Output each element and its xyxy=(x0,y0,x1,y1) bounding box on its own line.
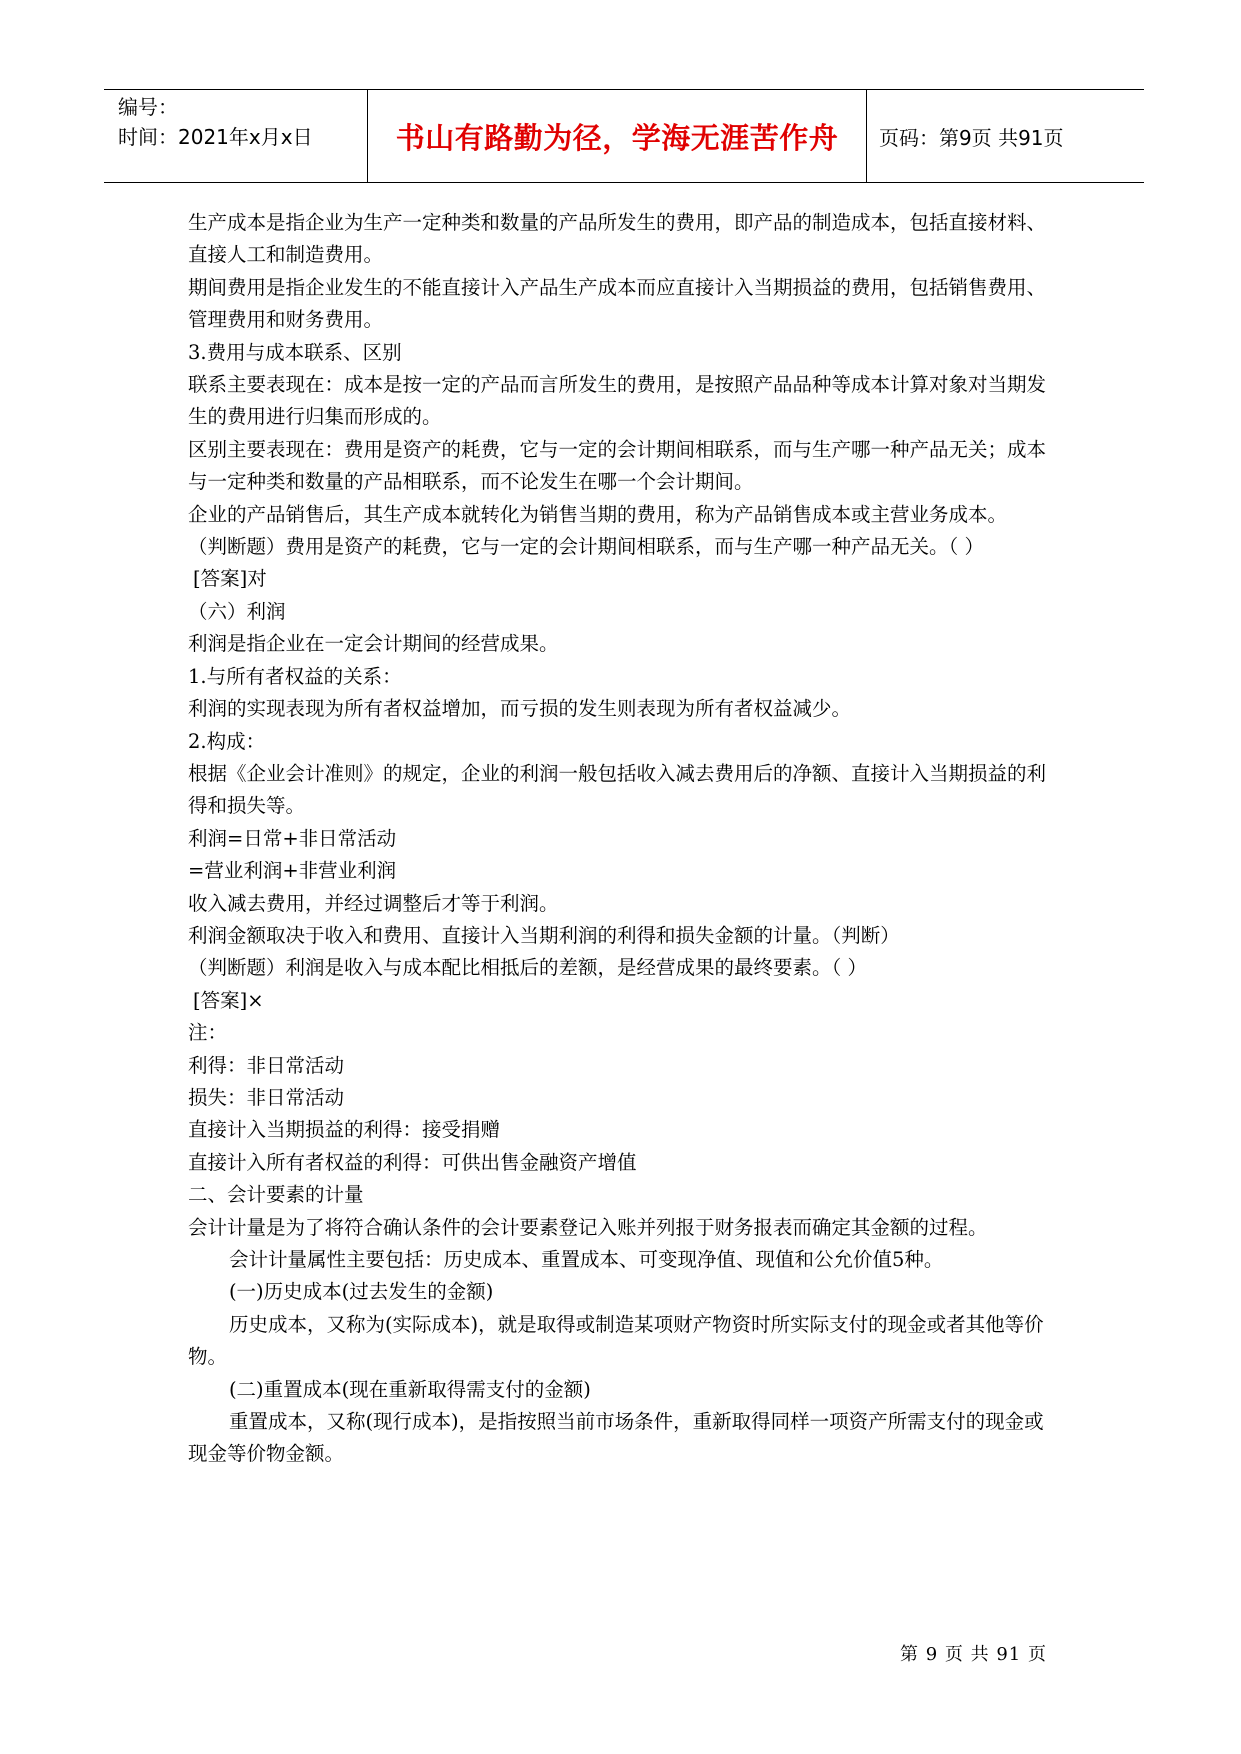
paragraph: 利润是指企业在一定会计期间的经营成果。 xyxy=(188,632,559,656)
question: （判断题）利润是收入与成本配比相抵后的差额，是经营成果的最终要素。（ ） xyxy=(188,956,867,980)
subsection-heading: (一)历史成本(过去发生的金额) xyxy=(228,1280,494,1304)
question: （判断题）费用是资产的耗费，它与一定的会计期间相联系，而与生产哪一种产品无关。（ ） xyxy=(188,535,984,559)
motto: 书山有路勤为径，学海无涯苦作舟 xyxy=(395,120,839,155)
section-heading: 3.费用与成本联系、区别 xyxy=(188,340,402,364)
formula: =营业利润+非营业利润 xyxy=(188,859,397,883)
subsection-heading: (二)重置成本(现在重新取得需支付的金额) xyxy=(228,1377,591,1401)
header-page-cell xyxy=(867,90,1144,182)
section-heading: 2.构成： xyxy=(188,729,266,753)
paragraph: 会计计量是为了将符合确认条件的会计要素登记入账并列报于财务报表而确定其金额的过程。 xyxy=(188,1215,988,1239)
section-heading: 1.与所有者权益的关系： xyxy=(188,664,402,688)
answer: [答案]× xyxy=(193,988,264,1012)
paragraph: 利润的实现表现为所有者权益增加，而亏损的发生则表现为所有者权益减少。 xyxy=(188,697,852,721)
note-label: 注： xyxy=(188,1021,228,1045)
note-item: 直接计入所有者权益的利得：可供出售金融资产增值 xyxy=(188,1150,637,1174)
answer: [答案]对 xyxy=(193,567,267,591)
section-heading: （六）利润 xyxy=(188,599,286,623)
serial-label: 编号： xyxy=(118,95,178,119)
formula: 利润=日常+非日常活动 xyxy=(188,826,397,850)
time-label: 时间：2021年x月x日 xyxy=(118,125,313,149)
paragraph: 生产成本是指企业为生产一定种类和数量的产品所发生的费用，即产品的制造成本，包括直接材料、直接人工和制造费用。 xyxy=(188,211,1047,267)
header-motto-cell xyxy=(368,90,867,182)
note-item: 损失：非日常活动 xyxy=(188,1085,345,1109)
document-body xyxy=(188,207,1060,1471)
header-meta-cell xyxy=(104,90,368,182)
section-heading: 二、会计要素的计量 xyxy=(188,1183,364,1207)
paragraph: 区别主要表现在：费用是资产的耗费，它与一定的会计期间相联系，而与生产哪一种产品无关；成本与一定种类和数量的产品相联系，而不论发生在哪一个会计期间。 xyxy=(188,437,1047,494)
note-item: 利得：非日常活动 xyxy=(188,1053,345,1077)
note-item: 直接计入当期损益的利得：接受捐赠 xyxy=(188,1118,501,1142)
paragraph: 会计计量属性主要包括：历史成本、重置成本、可变现净值、现值和公允价值5种。 xyxy=(228,1248,944,1271)
paragraph: 历史成本，又称为(实际成本)，就是取得或制造某项财产物资时所实际支付的现金或者其他等价物。 xyxy=(188,1312,1044,1369)
paragraph: 根据《企业会计准则》的规定，企业的利润一般包括收入减去费用后的净额、直接计入当期损益的利得和损失等。 xyxy=(188,761,1047,818)
paragraph: 期间费用是指企业发生的不能直接计入产品生产成本而应直接计入当期损益的费用，包括销售费用、管理费用和财务费用。 xyxy=(188,275,1047,332)
paragraph: 利润金额取决于收入和费用、直接计入当期利润的利得和损失金额的计量。（判断） xyxy=(188,923,900,947)
page-footer: 第 9 页 共 91 页 xyxy=(900,1644,1047,1665)
paragraph: 收入减去费用，并经过调整后才等于利润。 xyxy=(188,891,559,915)
page-code: 页码：第9页 共91页 xyxy=(879,125,1064,150)
header-table xyxy=(104,89,1144,183)
paragraph: 重置成本，又称(现行成本)，是指按照当前市场条件，重新取得同样一项资产所需支付的现金或现金等价物金额。 xyxy=(188,1410,1044,1466)
paragraph: 联系主要表现在：成本是按一定的产品而言所发生的费用，是按照产品品种等成本计算对象对当期发生的费用进行归集而形成的。 xyxy=(188,373,1047,429)
paragraph: 企业的产品销售后，其生产成本就转化为销售当期的费用，称为产品销售成本或主营业务成本。 xyxy=(188,502,1008,526)
